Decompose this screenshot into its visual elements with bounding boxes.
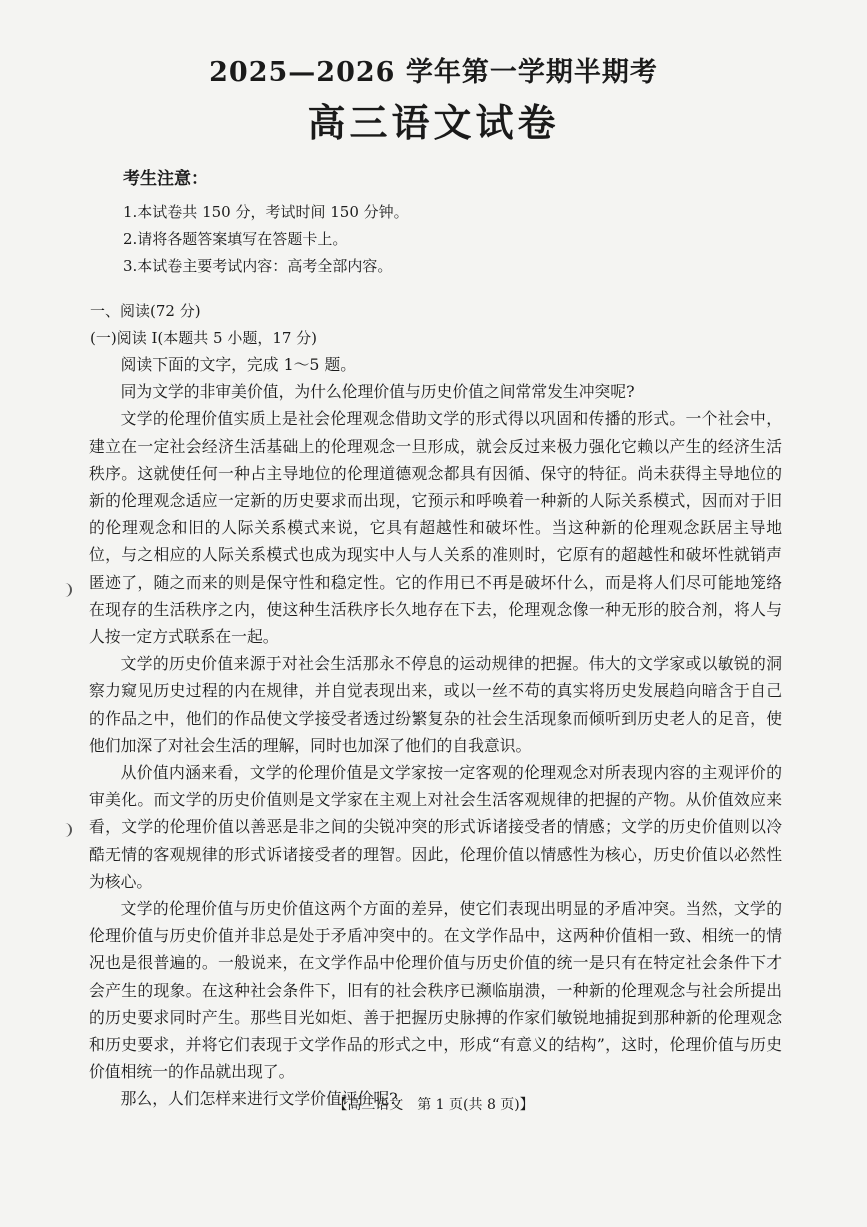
notice-item-3: 3.本试卷主要考试内容：高考全部内容。 — [123, 257, 393, 275]
subsection-title: (一)阅读 I(本题共 5 小题，17 分) — [90, 329, 318, 347]
notice-heading: 考生注意： — [123, 169, 208, 189]
passage-paragraph-5: 文学的伦理价值与历史价值这两个方面的差异，使它们表现出明显的矛盾冲突。当然，文学的伦理价值与历史价值并非总是处于矛盾冲突中的。在文学作品中，这两种价值相一致、相统一的情况也是很普遍的。一般说来，在文学作品中伦理价值与历史价值的统一是只有在特定社会条件下才会产生的现象。在这种社会条件下，旧有的社会秩序已濒临崩溃，一种新的伦理观念与社会所提出的历史要求同时产生。那些目光如炬、善于把握历史脉搏的作家们敏锐地捕捉到那种新的伦理观念和历史要求，并将它们表现于文学作品的形式之中，形成“有意义的结构”，这时，伦理价值与历史价值相统一的作品就出现了。 — [89, 899, 782, 1082]
reading-passage — [89, 351, 782, 1113]
exam-title-main: 高三语文试卷 — [307, 100, 560, 145]
notice-item-2: 2.请将各题答案填写在答题卡上。 — [123, 230, 348, 248]
passage-paragraph-4: 从价值内涵来看，文学的伦理价值是文学家按一定客观的伦理观念对所表现内容的主观评价的审美化。而文学的历史价值则是文学家在主观上对社会生活客观规律的把握的产物。从价值效应来看，文学的伦理价值以善恶是非之间的尖锐冲突的形式诉诸接受者的情感；文学的历史价值则以冷酷无情的客观规律的形式诉诸接受者的理智。因此，伦理价值以情感性为核心，历史价值以必然性为核心。 — [89, 763, 782, 891]
candidate-notice — [123, 164, 409, 280]
notice-item-1: 1.本试卷共 150 分，考试时间 150 分钟。 — [123, 203, 409, 221]
passage-paragraph-3: 文学的历史价值来源于对社会生活那永不停息的运动规律的把握。伟大的文学家或以敏锐的洞察力窥见历史过程的内在规律，并自觉表现出来，或以一丝不苟的真实将历史发展趋向暗含于自己的作品之中，他们的作品使文学接受者透过纷繁复杂的社会生活现象而倾听到历史老人的足音，使他们加深了对社会生活的理解，同时也加深了他们的自我意识。 — [89, 654, 782, 755]
binding-mark — [60, 583, 72, 597]
passage-paragraph-2: 文学的伦理价值实质上是社会伦理观念借助文学的形式得以巩固和传播的形式。一个社会中，建立在一定社会经济生活基础上的伦理观念一旦形成，就会反过来极力强化它赖以产生的经济生活秩序。这就使任何一种占主导地位的伦理道德观念都具有因循、保守的特征。尚未获得主导地位的新的伦理观念适应一定新的历史要求而出现，它预示和呼唤着一种新的人际关系模式，因而对于旧的伦理观念和旧的人际关系模式来说，它具有超越性和破坏性。当这种新的伦理观念跃居主导地位，与之相应的人际关系模式也成为现实中人与人关系的准则时，它原有的超越性和破坏性就销声匿迹了，随之而来的则是保守性和稳定性。它的作用已不再是破坏什么，而是将人们尽可能地笼络在现存的生活秩序之内，使这种生活秩序长久地存在下去，伦理观念像一种无形的胶合剂，将人与人按一定方式联系在一起。 — [89, 409, 782, 647]
exam-title-line1: 2025—2026 学年第一学期半期考 — [209, 57, 658, 88]
instruction-paragraph: 阅读下面的文字，完成 1～5 题。 — [120, 355, 357, 374]
section-title: 一、阅读(72 分) — [90, 302, 201, 320]
page-footer: 【高三语文 第 1 页(共 8 页)】 — [333, 1097, 534, 1113]
passage-paragraph-1: 同为文学的非审美价值，为什么伦理价值与历史价值之间常常发生冲突呢? — [120, 382, 635, 402]
binding-mark — [60, 823, 72, 837]
passage-paragraph-6: 那么，人们怎样来进行文学价值评价呢? — [120, 1089, 398, 1109]
